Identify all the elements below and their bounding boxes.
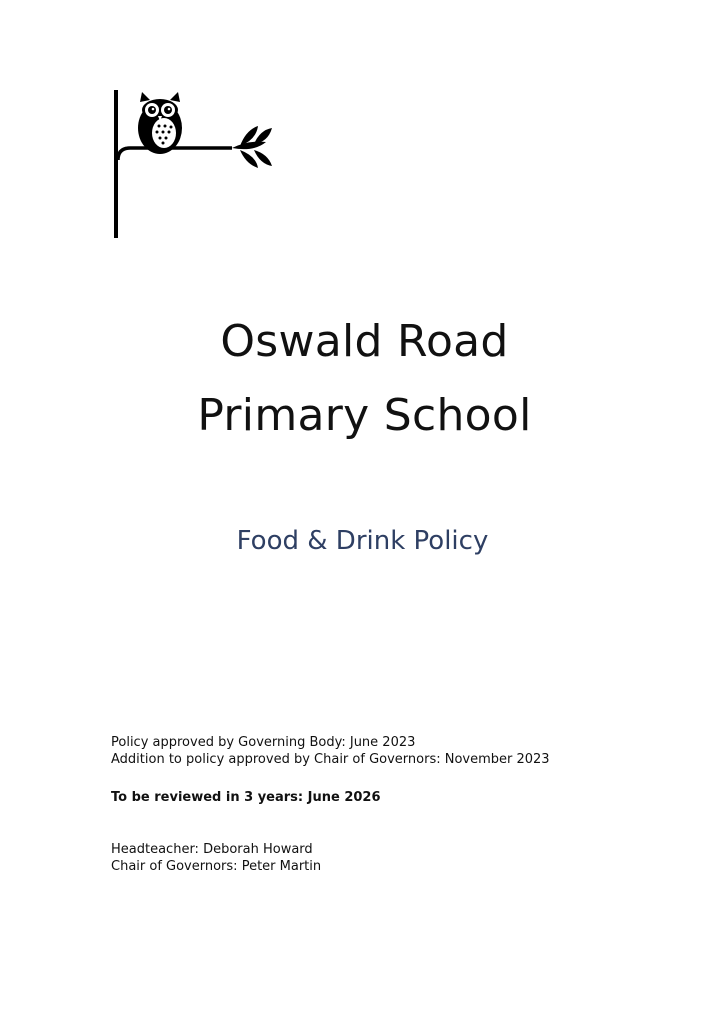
school-name-line-1: Oswald Road xyxy=(220,316,509,367)
addition-approval: Addition to policy approved by Chair of Governors: November 2023 xyxy=(111,752,550,767)
governing-body-approval: Policy approved by Governing Body: June 2023 xyxy=(111,735,416,750)
review-date: To be reviewed in 3 years: June 2026 xyxy=(111,790,381,805)
owl-on-branch-icon xyxy=(108,86,280,242)
chair-of-governors: Chair of Governors: Peter Martin xyxy=(111,859,322,874)
headteacher: Headteacher: Deborah Howard xyxy=(111,842,313,857)
school-name-line-2: Primary School xyxy=(197,390,532,441)
policy-title: Food & Drink Policy xyxy=(236,526,489,556)
